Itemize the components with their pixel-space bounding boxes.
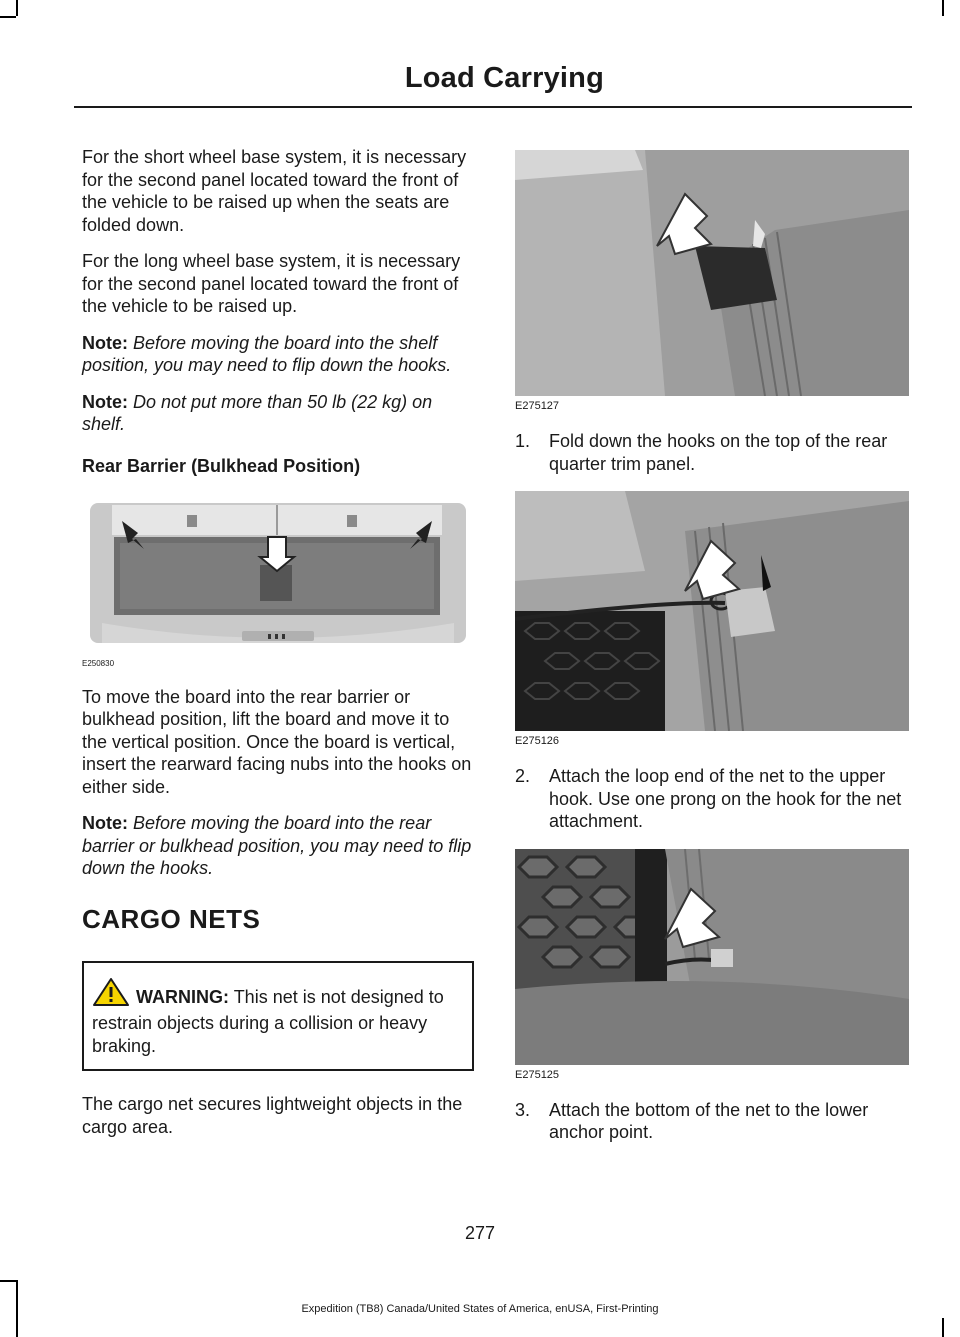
note-flip-hooks-barrier [82, 812, 474, 880]
step-item [515, 765, 911, 833]
step-number: 2. [515, 766, 531, 786]
note-text: Do not put more than 50 lb (22 kg) on shelf. [82, 391, 433, 434]
figure-code: E275125 [515, 1068, 560, 1081]
figure-code: E250830 [82, 658, 115, 668]
figure-code: E275127 [515, 400, 560, 412]
subheading-rear-barrier: Rear Barrier (Bulkhead Position) [82, 455, 361, 476]
figure-rear-barrier [82, 503, 474, 668]
note-text: Before moving the board into the shelf position, you may need to flip down the hooks. [82, 332, 452, 375]
paragraph-long-wheelbase: For the long wheel base system, it is necessary for the second panel located toward the front of the vehicle to be raised up. [82, 251, 461, 316]
step-number: 3. [515, 1099, 531, 1120]
figure-attach-bottom [515, 849, 911, 1081]
attach-bottom-illustration [515, 849, 909, 1065]
crop-mark-top-left-v [16, 0, 18, 16]
section-heading-cargo-nets: CARGO NETS [82, 903, 261, 934]
note-label: Note: [82, 391, 128, 412]
paragraph-move-board: To move the board into the rear barrier or bulkhead position, lift the board and move it to the vertical position. Once the board is vertical, insert the rearward facing nubs into the hooks on either side. [82, 686, 472, 797]
fold-hooks-illustration [515, 150, 909, 396]
step-item [515, 1099, 911, 1144]
left-column [82, 146, 474, 1152]
page-number: 277 [464, 1223, 496, 1243]
figure-attach-loop [515, 491, 911, 747]
step-text: Fold down the hooks on the top of the rear quarter trim panel. [549, 431, 888, 474]
paragraph-short-wheelbase: For the short wheel base system, it is necessary for the second panel located toward the front of the vehicle to be raised up when the seats are folded down. [82, 147, 467, 235]
crop-mark-top-right-v [942, 0, 944, 16]
note-weight-limit [82, 391, 474, 436]
warning-icon [92, 977, 130, 1013]
paragraph-cargo-net: The cargo net secures lightweight objects in the cargo area. [82, 1094, 463, 1137]
crop-mark-bottom-left-h [0, 1280, 16, 1282]
figure-fold-hooks [515, 150, 911, 412]
crop-mark-bottom-right-v [942, 1318, 944, 1337]
steps-list-2 [515, 765, 911, 833]
warning-text: This net is not designed to restrain objects during a collision or heavy braking. [92, 986, 444, 1056]
attach-loop-illustration [515, 491, 909, 731]
page-title: Load Carrying [404, 62, 604, 94]
step-number: 1. [515, 431, 531, 451]
step-text: Attach the loop end of the net to the upper hook. Use one prong on the hook for the net attachment. [549, 766, 902, 831]
footer-text: Expedition (TB8) Canada/United States of America, enUSA, First-Printing [301, 1303, 659, 1315]
warning-box [82, 961, 474, 1072]
crop-mark-top-left-h [0, 16, 16, 18]
note-text: Before moving the board into the rear barrier or bulkhead position, you may need to flip down the hooks. [82, 813, 472, 878]
steps-list-1 [515, 430, 911, 475]
cargo-area-illustration [82, 503, 474, 655]
step-text: Attach the bottom of the net to the lower anchor point. [549, 1099, 869, 1142]
header-divider [74, 106, 912, 108]
note-label: Note: [82, 813, 128, 833]
figure-code: E275126 [515, 735, 560, 747]
right-column [515, 150, 911, 1160]
note-flip-hooks-shelf [82, 332, 474, 377]
note-label: Note: [82, 332, 128, 353]
step-item [515, 430, 911, 475]
steps-list-3 [515, 1099, 911, 1144]
warning-label: WARNING: [136, 986, 229, 1007]
